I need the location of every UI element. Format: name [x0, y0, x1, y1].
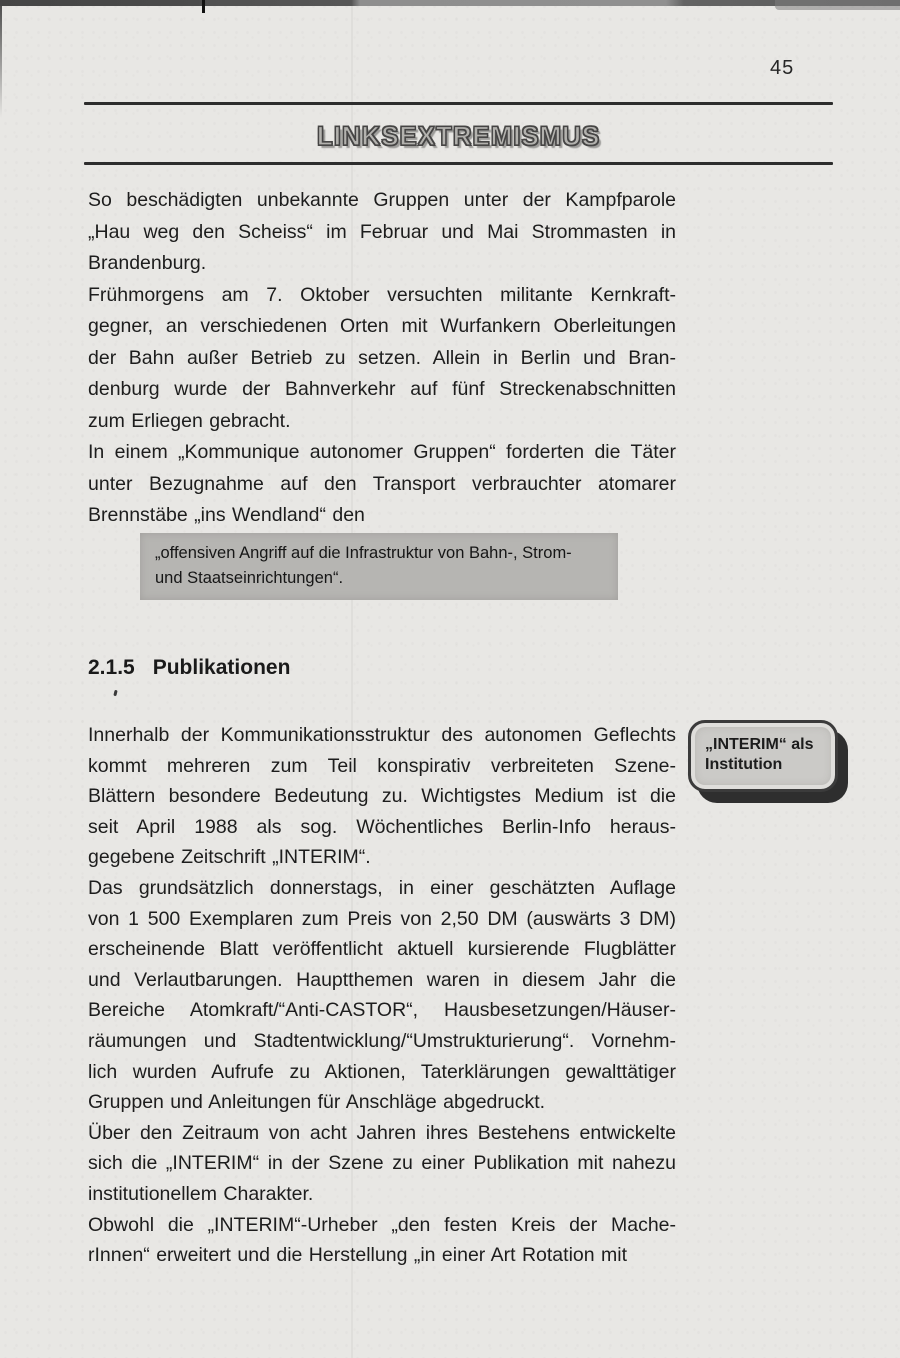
margin-note: [688, 720, 838, 792]
scan-edge-bar-top: [0, 0, 900, 6]
body-line: unter Bezugnahme auf den Transport verbrauchter atomarer: [88, 472, 676, 495]
header-title-wrap: [84, 111, 833, 161]
highlighted-quote-box: [140, 533, 618, 600]
scan-speck: [113, 690, 117, 697]
body-line: Blättern besondere Bedeutung zu. Wichtigstes Medium ist die: [88, 785, 676, 808]
body-line: In einem „Kommunique autonomer Gruppen“ forderten die Täter: [88, 441, 676, 463]
paragraph: [88, 873, 676, 1118]
scan-edge-line-left: [0, 6, 2, 118]
section-heading: [88, 656, 290, 680]
body-line: Obwohl die „INTERIM“-Urheber „den festen Kreis der Mache-: [88, 1213, 676, 1236]
quote-line: „offensiven Angriff auf die Infrastruktur von Bahn-, Strom-: [155, 544, 572, 562]
body-line: Bereiche Atomkraft/“Anti-CASTOR“, Hausbesetzungen/Häuser-: [88, 999, 676, 1022]
body-line: Brandenburg.: [88, 252, 207, 274]
body-line: gegner, an verschiedenen Orten mit Wurfankern Oberleitungen: [88, 315, 676, 337]
quote-line: und Staatseinrichtungen“.: [155, 569, 344, 587]
paragraph: [88, 1210, 676, 1271]
body-line: Brennstäbe „ins Wendland“ den: [88, 504, 365, 526]
body-line: zum Erliegen gebracht.: [88, 409, 291, 432]
body-line: von 1 500 Exemplaren zum Preis von 2,50 DM (auswärts 3 DM): [88, 907, 676, 930]
body-line: gegebene Zeitschrift „INTERIM“.: [88, 846, 371, 869]
body-line: Innerhalb der Kommunikationsstruktur des autonomen Geflechts: [88, 724, 676, 746]
body-line: So beschädigten unbekannte Gruppen unter der Kampfparole: [88, 189, 676, 211]
body-line: Frühmorgens am 7. Oktober versuchten militante Kernkraft-: [88, 283, 676, 306]
margin-note-line: „INTERIM“ als: [705, 736, 814, 753]
body-line: kommt mehreren zum Teil konspirativ verbreiteten Szene-: [88, 754, 676, 777]
paragraph: [88, 720, 676, 873]
body-line: sich die „INTERIM“ in der Szene zu einer Publikation mit nahezu: [88, 1152, 676, 1175]
body-line: seit April 1988 als sog. Wöchentliches Berlin-Info heraus-: [88, 815, 676, 838]
body-line: Über den Zeitraum von acht Jahren ihres Bestehens entwickelte: [88, 1121, 676, 1144]
paragraph: [88, 437, 676, 532]
paragraph: [88, 185, 676, 280]
body-line: der Bahn außer Betrieb zu setzen. Allein in Berlin und Bran-: [88, 346, 676, 369]
scan-edge-tick: [202, 0, 205, 13]
page-number: 45: [770, 57, 795, 79]
margin-note-line: Institution: [705, 756, 783, 773]
header-rule-bottom: [84, 162, 833, 165]
body-line: erscheinende Blatt veröffentlicht aktuell kursierende Flugblätter: [88, 938, 676, 961]
body-line: Das grundsätzlich donnerstags, in einer geschätzten Auflage: [88, 876, 676, 899]
body-line: denburg wurde der Bahnverkehr auf fünf Streckenabschnitten: [88, 378, 676, 400]
body-line: „Hau weg den Scheiss“ im Februar und Mai Strommasten in: [88, 220, 676, 243]
body-text-upper: [88, 185, 676, 532]
body-line: und Verlautbarungen. Hauptthemen waren in diesem Jahr die: [88, 968, 676, 991]
body-line: räumungen und Stadtentwicklung/“Umstrukturierung“. Vornehm-: [88, 1029, 676, 1052]
document-title: LINKSEXTREMISMUS: [316, 121, 601, 151]
body-text-lower: [88, 720, 676, 1271]
section-number: 2.1.5: [88, 656, 135, 679]
body-line: institutionellem Charakter.: [88, 1182, 314, 1205]
body-line: Gruppen und Anleitungen für Anschläge abgedruckt.: [88, 1091, 546, 1114]
body-line: rInnen“ erweitert und die Herstellung „in einer Art Rotation mit: [88, 1244, 628, 1267]
body-line: lich wurden Aufrufe zu Aktionen, Taterklärungen gewalttätiger: [88, 1060, 676, 1083]
paragraph: [88, 280, 676, 438]
scan-edge-corner: [775, 0, 900, 10]
section-title: Publikationen: [152, 656, 291, 679]
paragraph: [88, 1118, 676, 1210]
header-rule-top: [84, 102, 833, 105]
